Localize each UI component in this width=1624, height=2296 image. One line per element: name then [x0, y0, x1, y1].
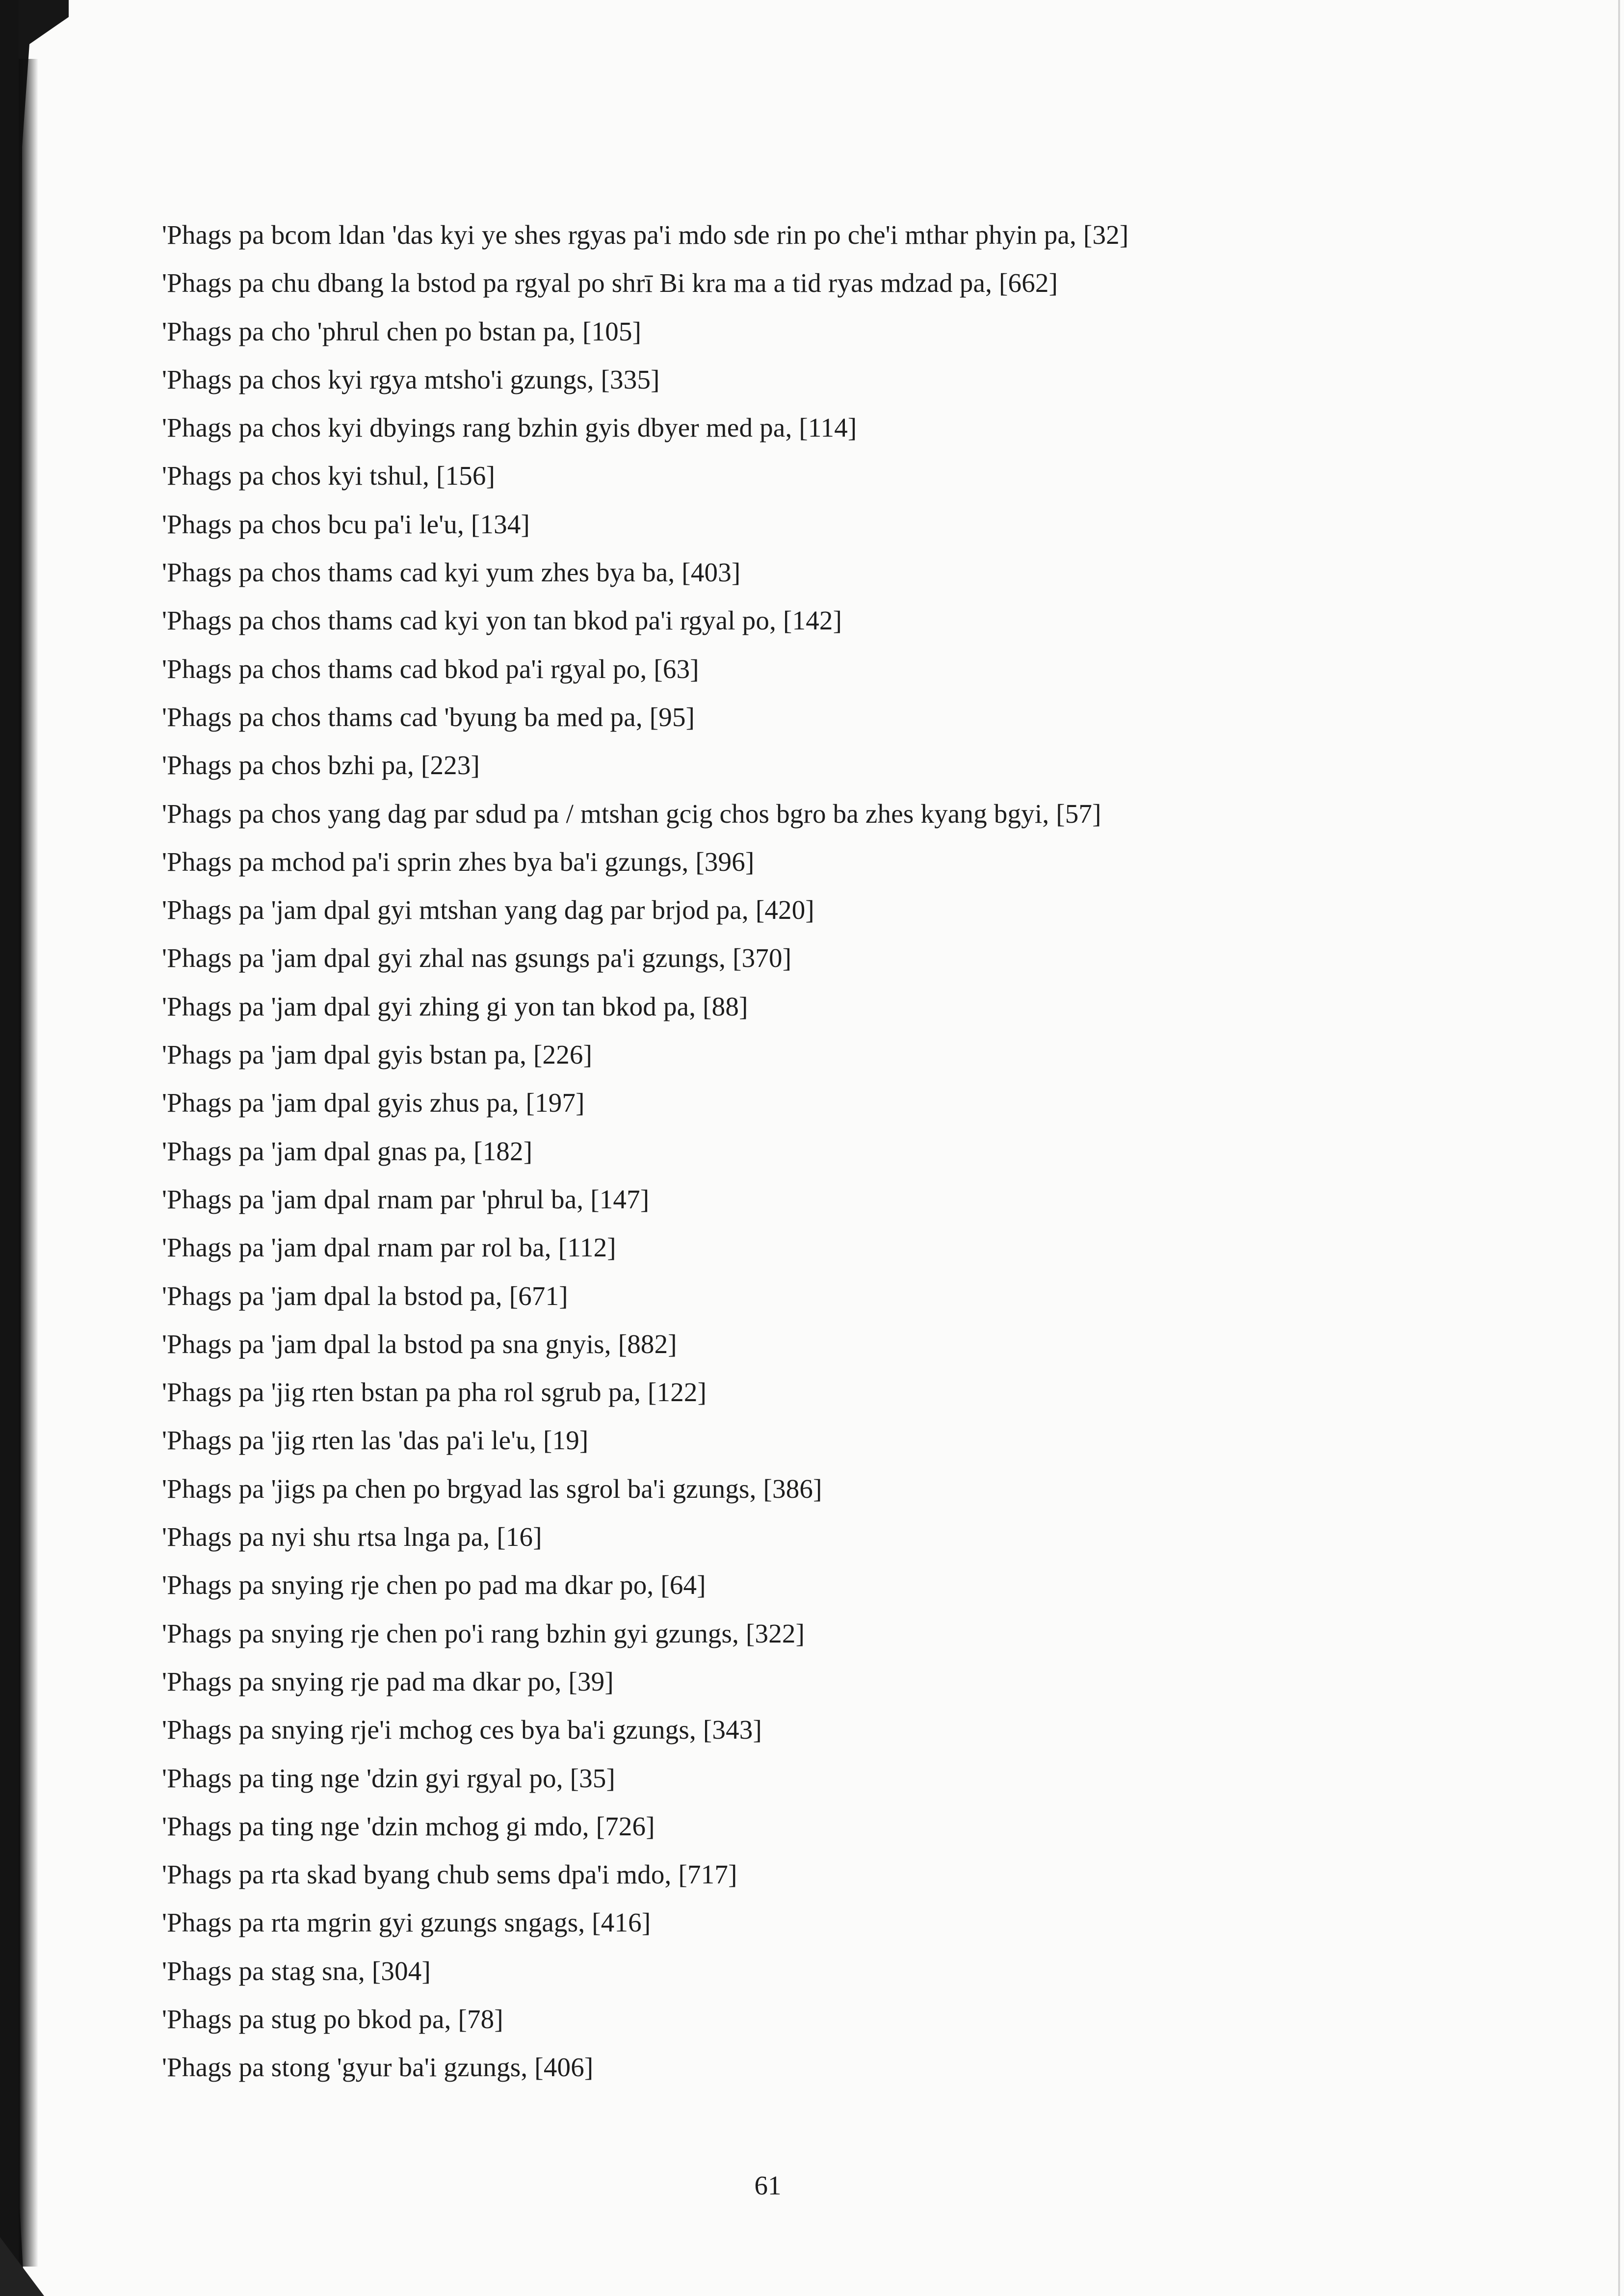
index-entry: 'Phags pa snying rje chen po pad ma dkar po, [64]: [162, 1570, 706, 1600]
index-entry: 'Phags pa rta mgrin gyi gzungs sngags, [416]: [162, 1907, 651, 1938]
scan-edge-shadow-right: [1609, 0, 1624, 2296]
index-entry: 'Phags pa bcom ldan 'das kyi ye shes rgyas pa'i mdo sde rin po che'i mthar phyin pa, [32]: [162, 220, 1129, 250]
index-entry: 'Phags pa ting nge 'dzin gyi rgyal po, [35]: [162, 1763, 616, 1793]
index-entry: 'Phags pa chu dbang la bstod pa rgyal po shrī Bi kra ma a tid ryas mdzad pa, [662]: [162, 268, 1058, 298]
index-entry: 'Phags pa nyi shu rtsa lnga pa, [16]: [162, 1522, 542, 1552]
page-number: 61: [754, 2170, 782, 2200]
scan-edge-shadow-left: [0, 0, 69, 2296]
index-entry: 'Phags pa ting nge 'dzin mchog gi mdo, [726]: [162, 1811, 655, 1841]
index-entry: 'Phags pa 'jam dpal rnam par 'phrul ba, [147]: [162, 1184, 650, 1214]
index-entry: 'Phags pa chos thams cad kyi yon tan bkod pa'i rgyal po, [142]: [162, 605, 842, 636]
index-entry: 'Phags pa 'jam dpal la bstod pa, [671]: [162, 1280, 568, 1311]
index-entry: 'Phags pa chos bcu pa'i le'u, [134]: [162, 509, 530, 539]
index-entry: 'Phags pa chos bzhi pa, [223]: [162, 750, 480, 781]
index-entry: 'Phags pa chos yang dag par sdud pa / mtshan gcig chos bgro ba zhes kyang bgyi, [57]: [162, 798, 1101, 829]
index-entry: 'Phags pa snying rje pad ma dkar po, [39]: [162, 1666, 614, 1696]
index-entry: 'Phags pa snying rje'i mchog ces bya ba'i gzungs, [343]: [162, 1715, 762, 1745]
index-entry: 'Phags pa 'jig rten bstan pa pha rol sgrub pa, [122]: [162, 1377, 707, 1408]
index-entry: 'Phags pa 'jam dpal gnas pa, [182]: [162, 1136, 533, 1166]
index-entry: 'Phags pa stag sna, [304]: [162, 1956, 431, 1986]
index-entry: 'Phags pa cho 'phrul chen po bstan pa, [105]: [162, 316, 642, 346]
index-entry: 'Phags pa chos kyi dbyings rang bzhin gyis dbyer med pa, [114]: [162, 413, 857, 443]
index-entry: 'Phags pa 'jam dpal gyi zhing gi yon tan bkod pa, [88]: [162, 991, 748, 1021]
index-entry: 'Phags pa 'jam dpal gyi zhal nas gsungs pa'i gzungs, [370]: [162, 943, 792, 973]
index-entry: 'Phags pa rta skad byang chub sems dpa'i mdo, [717]: [162, 1859, 737, 1890]
index-entry: 'Phags pa stong 'gyur ba'i gzungs, [406]: [162, 2052, 594, 2083]
index-entry: 'Phags pa chos kyi rgya mtsho'i gzungs, [335]: [162, 364, 660, 394]
index-entry: 'Phags pa 'jigs pa chen po brgyad las sgrol ba'i gzungs, [386]: [162, 1473, 822, 1504]
index-entry: 'Phags pa 'jam dpal gyis zhus pa, [197]: [162, 1088, 585, 1118]
index-entry-list: [162, 211, 1487, 2092]
index-entry: 'Phags pa 'jam dpal gyis bstan pa, [226]: [162, 1040, 593, 1070]
index-entry: 'Phags pa chos thams cad 'byung ba med pa, [95]: [162, 702, 695, 732]
index-entry: 'Phags pa stug po bkod pa, [78]: [162, 2004, 503, 2034]
index-entry: 'Phags pa snying rje chen po'i rang bzhin gyi gzungs, [322]: [162, 1618, 805, 1648]
index-entry: 'Phags pa 'jam dpal la bstod pa sna gnyis, [882]: [162, 1329, 677, 1359]
index-entry: 'Phags pa chos kyi tshul, [156]: [162, 461, 496, 491]
index-entry: 'Phags pa chos thams cad kyi yum zhes bya ba, [403]: [162, 557, 741, 588]
index-entry: 'Phags pa mchod pa'i sprin zhes bya ba'i gzungs, [396]: [162, 846, 755, 877]
index-entry: 'Phags pa 'jam dpal rnam par rol ba, [112]: [162, 1232, 616, 1263]
index-entry: 'Phags pa 'jam dpal gyi mtshan yang dag par brjod pa, [420]: [162, 895, 814, 925]
index-entry: 'Phags pa 'jig rten las 'das pa'i le'u, [19]: [162, 1425, 589, 1456]
index-entry: 'Phags pa chos thams cad bkod pa'i rgyal po, [63]: [162, 653, 699, 684]
